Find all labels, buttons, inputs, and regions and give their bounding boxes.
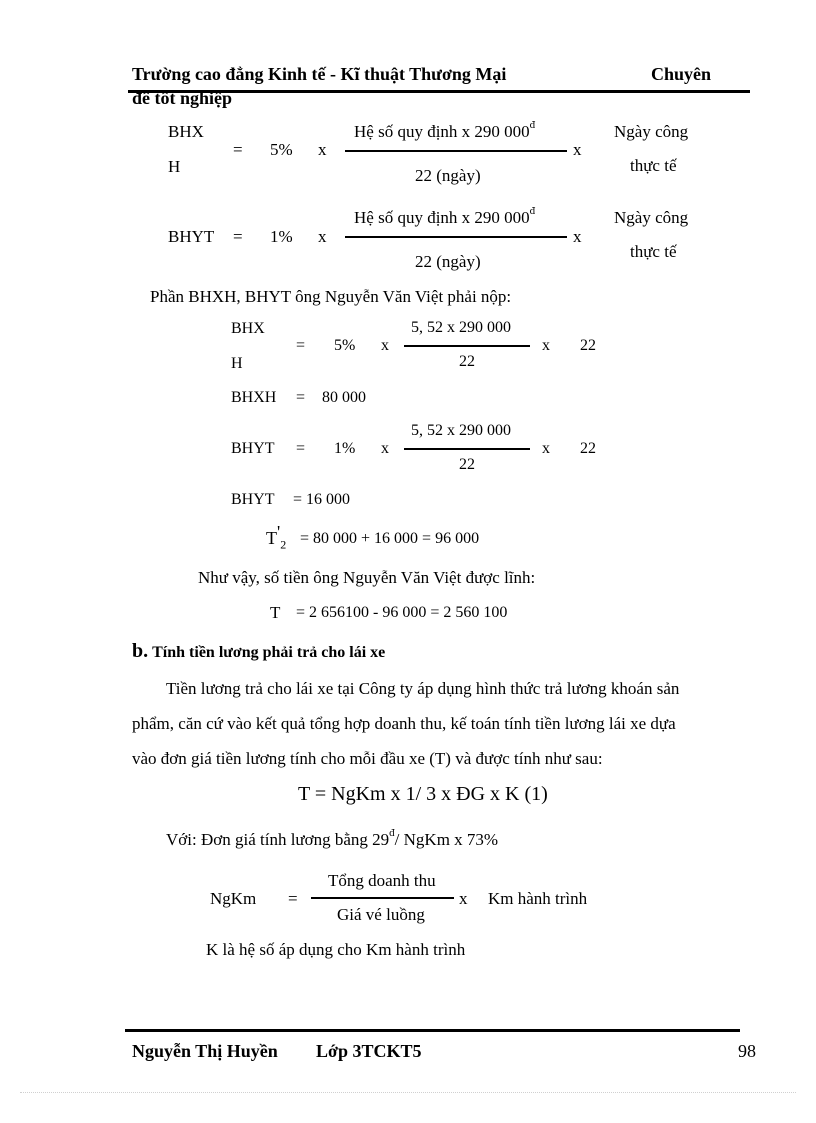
bhxh-fraction-bar — [345, 150, 567, 152]
ex-bhxh-result-label: BHXH — [231, 389, 277, 406]
bhxh-label-line1: BHX — [168, 122, 204, 141]
ex-bhyt-label: BHYT — [231, 440, 275, 457]
ex-bhyt-fraction-bar — [404, 448, 530, 450]
t2-expression: = 80 000 + 16 000 = 96 000 — [300, 530, 480, 547]
ngkm-fraction-bar — [311, 897, 454, 899]
ex-bhyt-denominator: 22 — [459, 456, 475, 473]
bhxh-times: x — [318, 140, 327, 159]
bhyt-factor-line2: thực tế — [630, 242, 677, 261]
bottom-dotted-border — [20, 1092, 796, 1093]
ex-bhyt-times: x — [381, 440, 389, 457]
section-b-paragraph-line1: Tiền lương trả cho lái xe tại Công ty áp dụng hình thức trả lương khoán sản — [166, 679, 680, 698]
bhyt-equals: = — [233, 227, 243, 246]
bhxh-label-line2: H — [168, 157, 181, 176]
ngkm-factor: Km hành trình — [488, 889, 588, 908]
footer-class: Lớp 3TCKT5 — [316, 1041, 422, 1061]
ex-bhxh-times: x — [381, 337, 389, 354]
ex-bhyt-days: 22 — [580, 440, 596, 457]
ex-bhxh-result-equals: = — [296, 389, 306, 406]
ex-bhxh-equals: = — [296, 337, 306, 354]
ex-bhyt-result-value: = 16 000 — [293, 491, 351, 508]
example-intro: Phần BHXH, BHYT ông Nguyễn Văn Việt phải nộp: — [150, 287, 512, 306]
bhxh-denominator: 22 (ngày) — [415, 166, 481, 185]
ex-bhxh-label-line1: BHX — [231, 320, 265, 337]
ngkm-times: x — [459, 889, 468, 908]
main-formula: T = NgKm x 1/ 3 x ĐG x K (1) — [298, 783, 548, 805]
t2-symbol: $T'_2$ — [266, 522, 287, 552]
ngkm-label: NgKm — [210, 889, 257, 908]
page-number: 98 — [738, 1041, 756, 1061]
footer-author: Nguyễn Thị Huyền — [132, 1041, 278, 1061]
k-note: K là hệ số áp dụng cho Km hành trình — [206, 940, 466, 959]
bhyt-factor-line1: Ngày công — [614, 208, 689, 227]
bhxh-factor-line2: thực tế — [630, 156, 677, 175]
total-expression: = 2 656100 - 96 000 = 2 560 100 — [296, 604, 508, 621]
ngkm-numerator: Tổng doanh thu — [328, 871, 436, 890]
ex-bhxh-fraction-bar — [404, 345, 530, 347]
section-b-paragraph-line3: vào đơn giá tiền lương tính cho mỗi đầu xe (T) và được tính như sau: — [132, 749, 603, 768]
header-school: Trường cao đẳng Kinh tế - Kĩ thuật Thương Mại — [132, 64, 507, 84]
ex-bhxh-label-line2: H — [231, 355, 243, 372]
bhyt-numerator: Hệ số quy định x 290 $000^đ$ — [354, 205, 536, 227]
ex-bhyt-equals: = — [296, 440, 306, 457]
ex-bhxh-days: 22 — [580, 337, 596, 354]
header-doc-type-cont: đề tốt nghiệp — [132, 88, 233, 108]
ex-bhyt-result-label: BHYT — [231, 491, 275, 508]
example-summary: Như vậy, số tiền ông Nguyễn Văn Việt được lĩnh: — [198, 568, 536, 587]
bhyt-times: x — [318, 227, 327, 246]
bhxh-rate: 5% — [270, 140, 293, 159]
section-b-paragraph-line2: phẩm, căn cứ vào kết quả tổng hợp doanh thu, kế toán tính tiền lương lái xe dựa — [132, 714, 676, 733]
ex-bhyt-rate: 1% — [334, 440, 356, 457]
bhyt-denominator: 22 (ngày) — [415, 252, 481, 271]
section-b-marker: b. — [132, 640, 149, 662]
ex-bhxh-numerator: 5, 52 x 290 000 — [411, 319, 511, 336]
ex-bhxh-result-value: 80 000 — [322, 389, 366, 406]
ex-bhxh-denominator: 22 — [459, 353, 475, 370]
bhyt-fraction-bar — [345, 236, 567, 238]
section-b-title: Tính tiền lương phải trả cho lái xe — [152, 644, 386, 661]
ex-bhyt-times-2: x — [542, 440, 550, 457]
ex-bhyt-numerator: 5, 52 x 290 000 — [411, 422, 511, 439]
bhyt-times-2: x — [573, 227, 582, 246]
bhyt-label: BHYT — [168, 227, 215, 246]
bhxh-equals: = — [233, 140, 243, 159]
ex-bhxh-rate: 5% — [334, 337, 356, 354]
bhxh-factor-line1: Ngày công — [614, 122, 689, 141]
ngkm-denominator: Giá vé luồng — [337, 905, 425, 924]
ex-bhxh-times-2: x — [542, 337, 550, 354]
footer-rule — [125, 1029, 740, 1032]
header-doc-type: Chuyên — [651, 64, 712, 84]
bhxh-numerator: Hệ số quy định x 290 $000^đ$ — [354, 119, 536, 141]
ngkm-equals: = — [288, 889, 298, 908]
unit-price-note: Với: Đơn giá tính lương bằng $29^đ/$ NgKm x 73% — [166, 827, 499, 849]
bhxh-times-2: x — [573, 140, 582, 159]
total-symbol: T — [270, 603, 281, 622]
bhyt-rate: 1% — [270, 227, 293, 246]
section-b-heading — [132, 640, 385, 663]
